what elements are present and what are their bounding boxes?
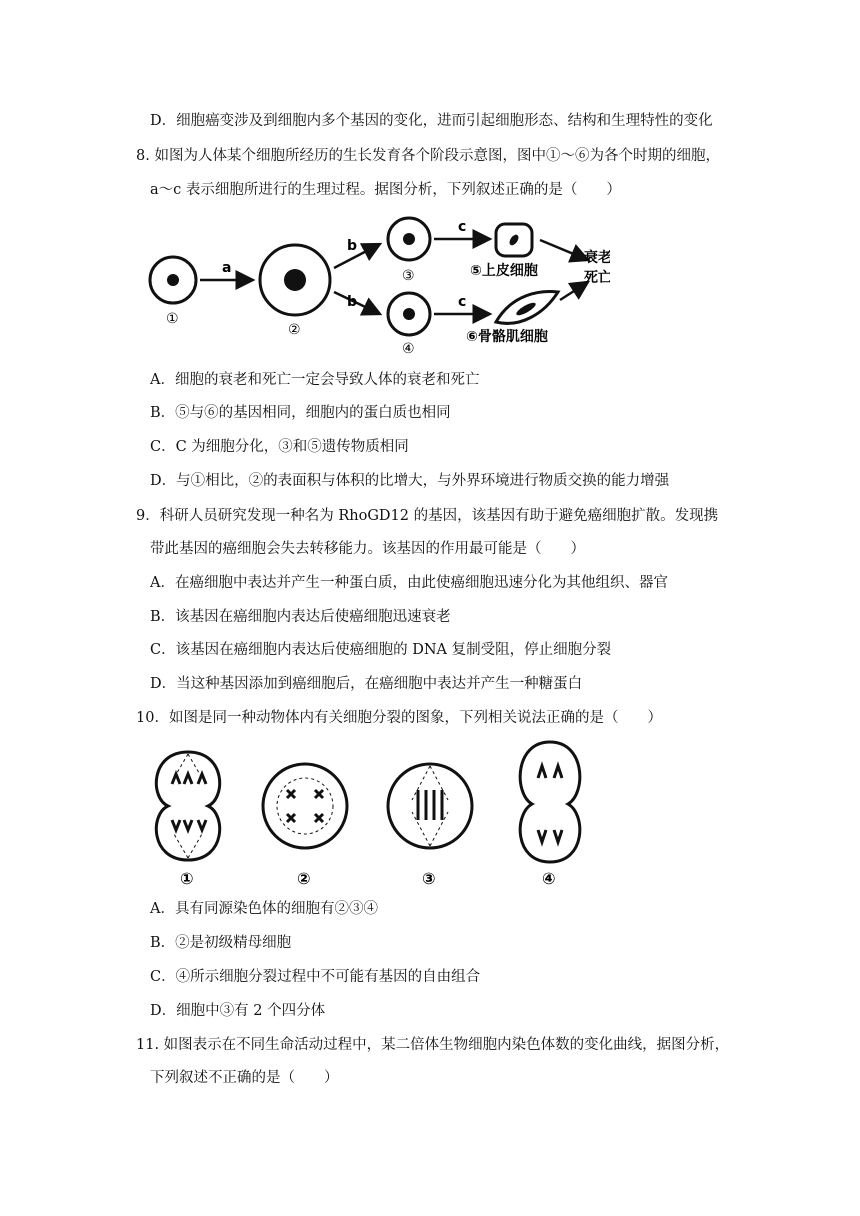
- division-cell-1: [156, 752, 219, 860]
- q8-option-b: B．⑤与⑥的基因相同，细胞内的蛋白质也相同: [150, 405, 451, 421]
- cell-6-label: ⑥骨骼肌细胞: [466, 329, 548, 345]
- label-b-up: b: [347, 238, 358, 254]
- q10-stem: 10．如图是同一种动物体内有关细胞分裂的图象，下列相关说法正确的是（ ）: [136, 710, 662, 726]
- division-cell-4: [520, 742, 580, 862]
- division-cell-3-chromosomes: [418, 790, 442, 820]
- division-cell-4-label: ④: [542, 869, 556, 888]
- q10-figure-svg: [140, 738, 600, 888]
- cell-1-label: ①: [166, 311, 179, 327]
- q9-stem-line2: 带此基因的癌细胞会失去转移能力。该基因的作用最可能是（ ）: [150, 541, 585, 557]
- q8-option-a: A．细胞的衰老和死亡一定会导致人体的衰老和死亡: [150, 372, 480, 388]
- cell-4-nucleus: [403, 308, 415, 320]
- label-c-up: c: [458, 219, 467, 235]
- cell-5-label: ⑤上皮细胞: [470, 263, 538, 279]
- q7-option-d: D．细胞癌变涉及到细胞内多个基因的变化，进而引起细胞形态、结构和生理特性的变化: [150, 113, 713, 129]
- division-cell-2: [263, 764, 347, 848]
- q10-option-b: B．②是初级精母细胞: [150, 935, 292, 951]
- q9-option-a: A．在癌细胞中表达并产生一种蛋白质，由此使癌细胞迅速分化为其他组织、器官: [150, 575, 668, 591]
- q8-stem-line2: a～c 表示细胞所进行的生理过程。据图分析，下列叙述正确的是（ ）: [150, 182, 621, 198]
- cell-2-nucleus: [284, 269, 306, 291]
- division-cell-3: [388, 764, 472, 848]
- label-c-down: c: [458, 294, 467, 310]
- division-cell-4-chromosomes: [538, 766, 562, 842]
- q8-figure-svg: [140, 210, 610, 360]
- division-cell-1-label: ①: [180, 869, 194, 888]
- q9-option-b: B．该基因在癌细胞内表达后使癌细胞迅速衰老: [150, 609, 451, 625]
- q9-option-c: C．该基因在癌细胞内表达后使癌细胞的 DNA 复制受阻，停止细胞分裂: [150, 642, 612, 658]
- q10-option-c: C．④所示细胞分裂过程中不可能有基因的自由组合: [150, 969, 481, 985]
- division-cell-3-label: ③: [422, 869, 436, 888]
- q8-cell-development-figure: [140, 210, 610, 360]
- label-a: a: [222, 260, 232, 276]
- q10-option-a: A．具有同源染色体的细胞有②③④: [150, 901, 378, 917]
- q8-stem-line1: 8. 如图为人体某个细胞所经历的生长发育各个阶段示意图，图中①～⑥为各个时期的细胞，: [136, 148, 720, 164]
- q11-stem-line1: 11. 如图表示在不同生命活动过程中，某二倍体生物细胞内染色体数的变化曲线，据图分析，: [136, 1037, 730, 1053]
- q8-option-d: D．与①相比，②的表面积与体积的比增大，与外界环境进行物质交换的能力增强: [150, 473, 670, 489]
- arrow-to-aging-up: [540, 240, 588, 260]
- cell-2-label: ②: [288, 322, 301, 338]
- division-cell-2-chromosomes: [287, 790, 323, 822]
- cell-4-label: ④: [402, 341, 415, 357]
- q9-stem-line1: 9．科研人员研究发现一种名为 RhoGD12 的基因，该基因有助于避免癌细胞扩散。发现携: [136, 508, 719, 524]
- division-cell-2-label: ②: [297, 869, 311, 888]
- division-cell-1-spindle: [174, 754, 202, 858]
- q11-stem-line2: 下列叙述不正确的是（ ）: [150, 1070, 339, 1086]
- q10-option-d: D．细胞中③有 2 个四分体: [150, 1003, 326, 1019]
- q9-option-d: D．当这种基因添加到癌细胞后，在癌细胞中表达并产生一种糖蛋白: [150, 676, 583, 692]
- q10-cell-division-figure: [140, 738, 600, 888]
- aging-label: 衰老: [584, 250, 610, 266]
- cell-3-label: ③: [402, 268, 415, 284]
- death-label: 死亡: [584, 270, 610, 286]
- label-b-down: b: [347, 294, 358, 310]
- division-cell-1-chromosomes: [172, 774, 206, 830]
- q8-option-c: C．C 为细胞分化，③和⑤遗传物质相同: [150, 439, 409, 455]
- cell-5-nucleus: [508, 233, 521, 247]
- cell-3-nucleus: [403, 233, 415, 245]
- division-cell-2-membrane: [277, 778, 333, 834]
- cell-1-nucleus: [167, 274, 179, 286]
